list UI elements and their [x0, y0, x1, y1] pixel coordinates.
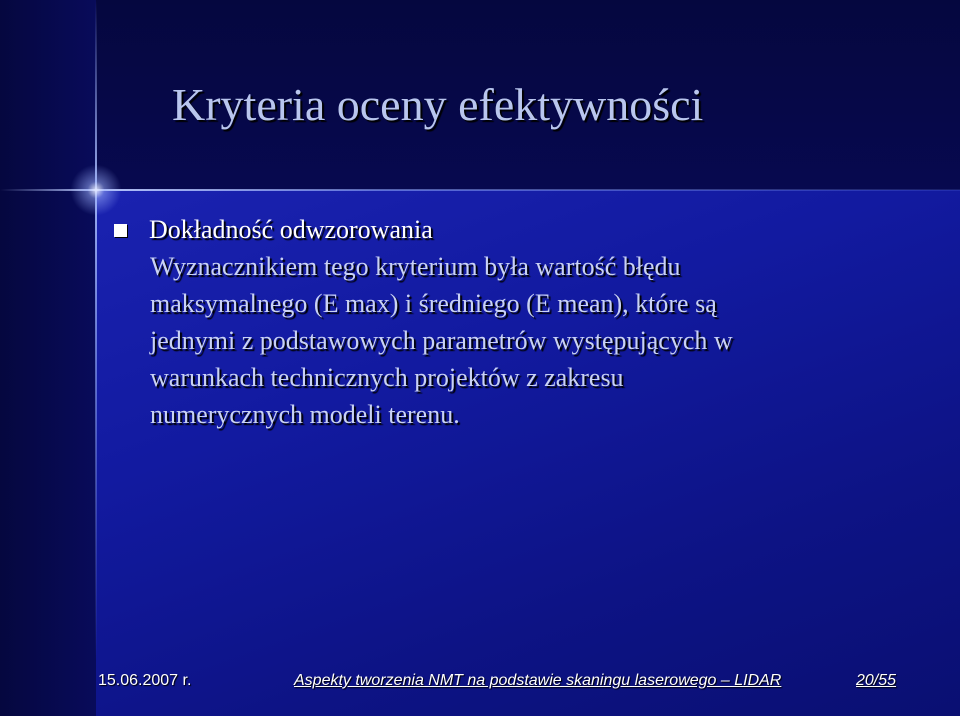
slide-content: [114, 212, 934, 433]
footer-date: 15.06.2007 r.: [98, 672, 192, 689]
decorative-horizontal-line: [0, 189, 960, 191]
decorative-vertical-line: [95, 0, 97, 660]
body-line: warunkach technicznych projektów z zakresu: [150, 363, 624, 392]
page-number: 20/55: [856, 672, 897, 689]
slide-title: Kryteria oceny efektywności: [172, 79, 704, 130]
bullet-item: [114, 212, 934, 248]
body-line: maksymalnego (E max) i średniego (E mean), które są: [150, 289, 717, 318]
body-line: Wyznacznikiem tego kryterium była wartość błędu: [150, 252, 681, 281]
decorative-glow: [66, 160, 126, 220]
body-line: jednymi z podstawowych parametrów występujących w: [150, 326, 733, 355]
slide-footer: [0, 672, 960, 696]
body-line: numerycznych modeli terenu.: [150, 400, 460, 429]
background-band-left: [0, 0, 96, 716]
square-bullet-icon: [114, 224, 127, 237]
footer-title: Aspekty tworzenia NMT na podstawie skaningu laserowego – LIDAR: [294, 672, 782, 689]
bullet-heading: Dokładność odwzorowania: [149, 215, 433, 244]
